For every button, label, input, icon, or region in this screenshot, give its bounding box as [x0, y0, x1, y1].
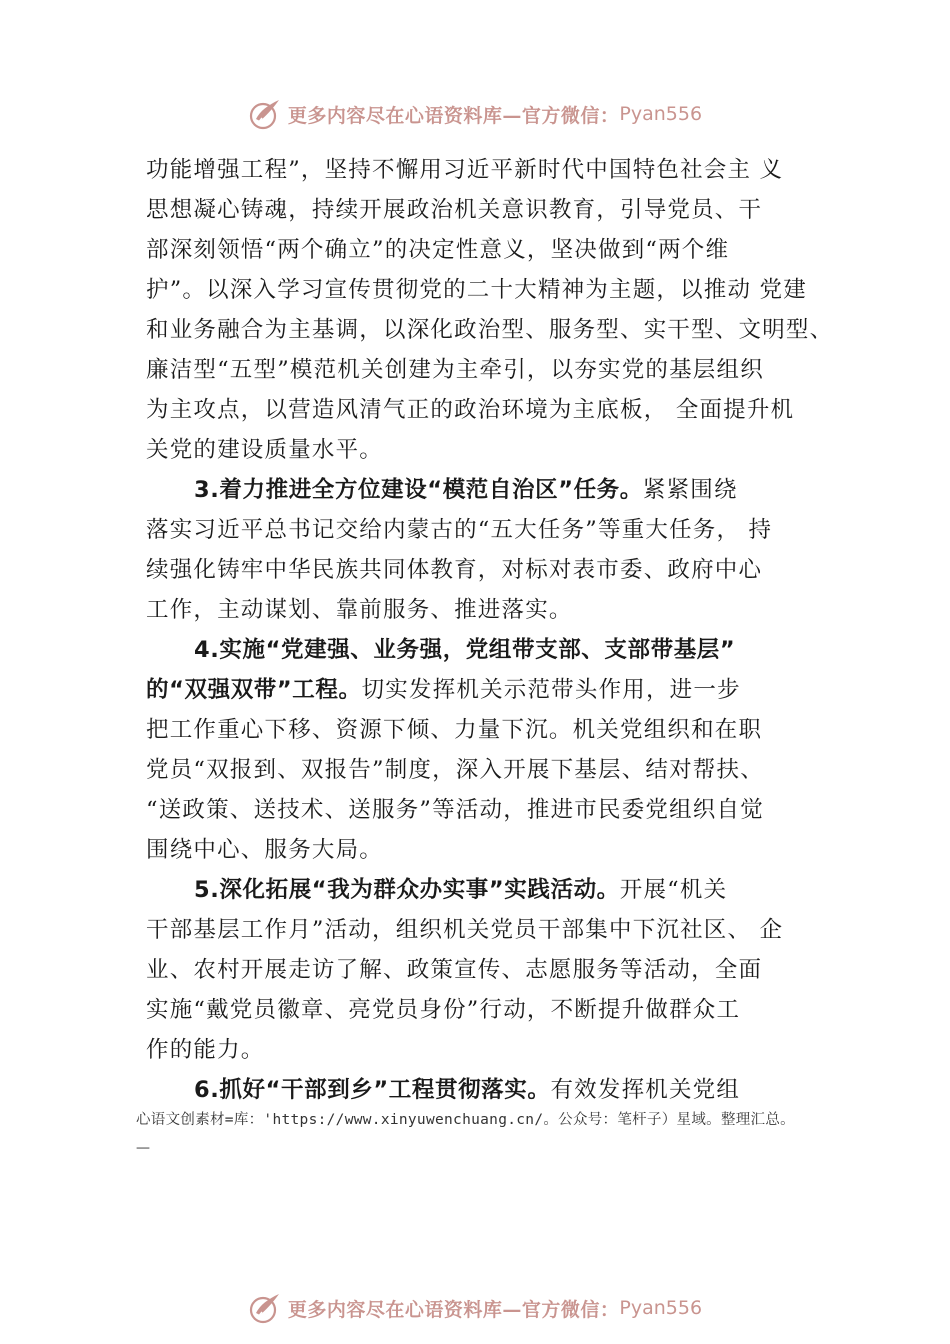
line-text: 开展“机关 [619, 877, 728, 903]
text-line [194, 630, 735, 670]
bold-heading: 的“双强双带”工程。 [146, 677, 362, 703]
line-text: 护”。以深入学习宣传贯彻党的二十大精神为主题，以推动 党建 [146, 277, 807, 303]
line-text: 实施“戴党员徽章、亮党员身份”行动，不断提升做群众工 [146, 997, 741, 1023]
line-text: 关党的建设质量水平。 [146, 437, 384, 463]
text-line [146, 190, 762, 230]
header-watermark [0, 94, 950, 134]
footer-note: 心语文创素材=库：'https://www.xinyuwenchuang.cn/。公众号：笔杆子）星域。整理汇总。 [136, 1112, 795, 1128]
text-line [194, 1070, 740, 1110]
line-text: 把工作重心下移、资源下倾、力量下沉。机关党组织和在职 [146, 717, 763, 743]
text-line [146, 910, 783, 950]
line-text: 为主攻点，以营造风清气正的政治环境为主底板， 全面提升机 [146, 397, 795, 423]
watermark-wechat: Pyan556 [619, 103, 703, 125]
text-line [146, 1030, 265, 1070]
line-text: 工作，主动谋划、靠前服务、推进落实。 [146, 597, 573, 623]
text-line [146, 510, 772, 550]
text-line [146, 230, 729, 270]
text-line [146, 990, 740, 1030]
line-text: 思想凝心铸魂，持续开展政治机关意识教育，引导党员、干 [146, 197, 763, 223]
line-text: 廉洁型“五型”模范机关创建为主牵引，以夯实党的基层组织 [146, 357, 764, 383]
text-line [146, 950, 762, 990]
line-text: 和业务融合为主基调，以深化政治型、服务型、实干型、文明型、 [146, 317, 834, 343]
text-line [146, 350, 764, 390]
text-line [146, 590, 573, 630]
text-line [194, 470, 738, 510]
text-line [146, 710, 762, 750]
line-text: “送政策、送技术、送服务”等活动，推进市民委党组织自觉 [146, 797, 764, 823]
text-line [146, 670, 741, 710]
text-line [146, 270, 807, 310]
bold-heading: 6.抓好“干部到乡”工程贯彻落实。 [194, 1077, 551, 1103]
line-text: 党员“双报到、双报告”制度，深入开展下基层、结对帮扶、 [146, 757, 764, 783]
bold-heading: 3.着力推进全方位建设“模范自治区”任务。 [194, 477, 643, 503]
quill-seal-icon [248, 97, 282, 131]
line-text: 围绕中心、服务大局。 [146, 837, 384, 863]
line-text: 切实发挥机关示范带头作用，进一步 [361, 677, 741, 703]
line-text: 业、农村开展走访了解、政策宣传、志愿服务等活动，全面 [146, 957, 763, 983]
line-text: 落实习近平总书记交给内蒙古的“五大任务”等重大任务， 持 [146, 517, 773, 543]
line-text: 功能增强工程”，坚持不懈用习近平新时代中国特色社会主 义 [146, 157, 784, 183]
quill-seal-icon [248, 1291, 282, 1325]
line-text: 部深刻领悟“两个确立”的决定性意义，坚决做到“两个维 [146, 237, 730, 263]
bold-heading: 5.深化拓展“我为群众办实事”实践活动。 [194, 877, 620, 903]
watermark-wechat: Pyan556 [619, 1297, 703, 1319]
line-text: 有效发挥机关党组 [550, 1077, 741, 1103]
footer-watermark [0, 1288, 950, 1328]
text-line [146, 430, 383, 470]
line-text: 作的能力。 [146, 1037, 265, 1063]
footer-dash: — [136, 1140, 150, 1156]
bold-heading: 4.实施“党建强、业务强，党组带支部、支部带基层” [194, 637, 736, 663]
text-line [146, 550, 762, 590]
watermark-text: 更多内容尽在心语资料库—官方微信： [287, 1298, 620, 1321]
text-line [146, 830, 383, 870]
watermark-text: 更多内容尽在心语资料库—官方微信： [287, 104, 620, 127]
line-text: 紧紧围绕 [642, 477, 738, 503]
text-line [146, 150, 783, 190]
text-line [146, 310, 833, 350]
text-line [194, 870, 727, 910]
line-text: 干部基层工作月”活动，组织机关党员干部集中下沉社区、 企 [146, 917, 784, 943]
line-text: 续强化铸牢中华民族共同体教育，对标对表市委、政府中心 [146, 557, 763, 583]
text-line [146, 390, 794, 430]
text-line [146, 790, 764, 830]
text-line [146, 750, 764, 790]
